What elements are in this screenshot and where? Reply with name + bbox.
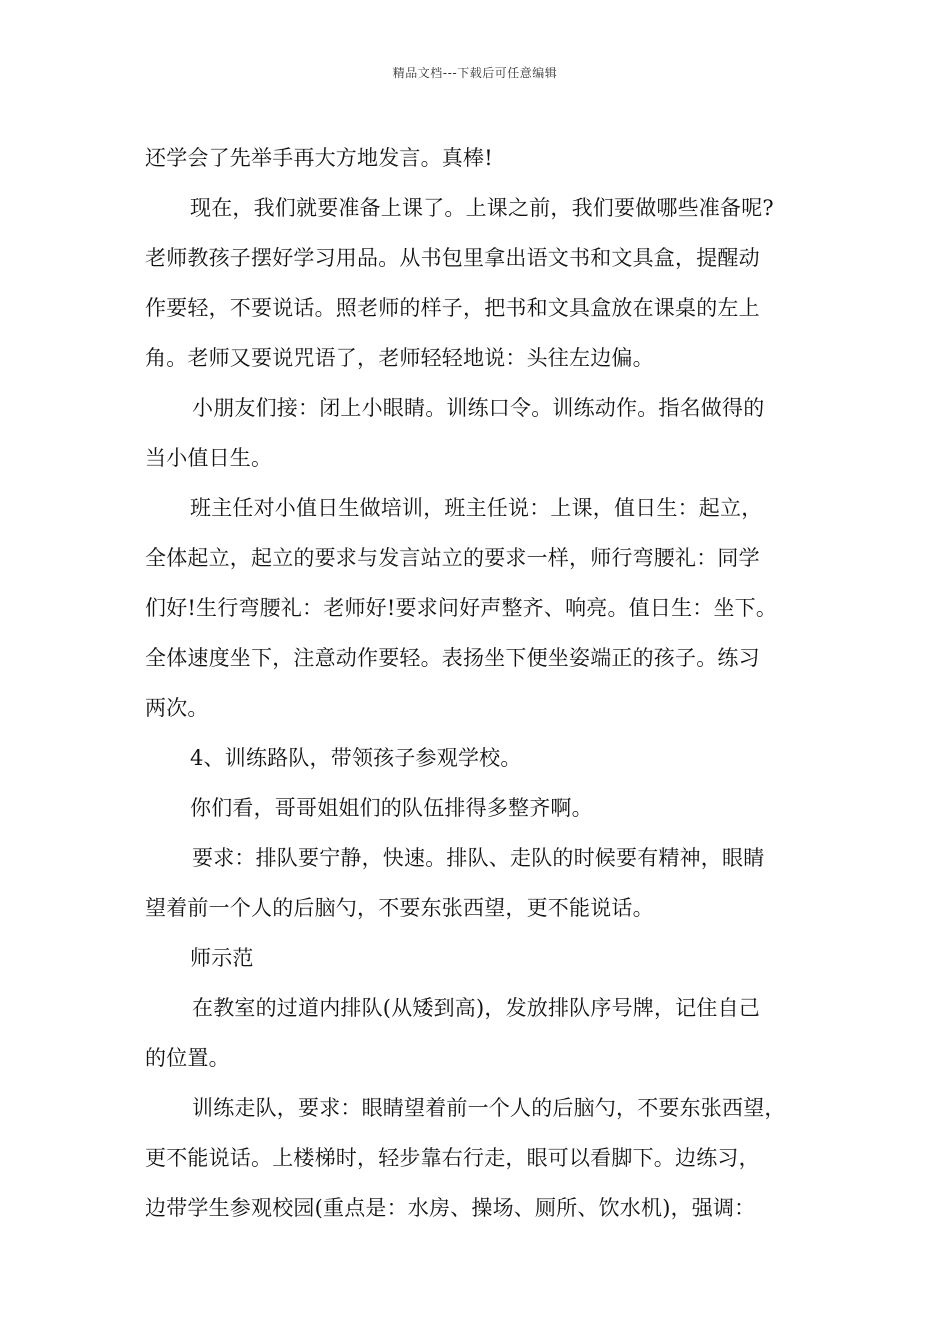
text-line: 更不能说话。上楼梯时，轻步靠右行走，眼可以看脚下。边练习，: [145, 1146, 760, 1170]
text-line: 要求：排队要宁静，快速。排队、走队的时候要有精神，眼睛: [192, 846, 765, 870]
text-line: 的位置。: [145, 1046, 230, 1070]
text-line: 老师教孩子摆好学习用品。从书包里拿出语文书和文具盒，提醒动: [145, 246, 760, 270]
text-line: 们好!生行弯腰礼：老师好!要求问好声整齐、响亮。值日生：坐下。: [145, 596, 778, 620]
text-line: 全体起立，起立的要求与发言站立的要求一样，师行弯腰礼：同学: [145, 546, 760, 570]
text-line: 在教室的过道内排队(从矮到高)，发放排队序号牌，记住自己: [192, 996, 760, 1020]
text-line: 你们看，哥哥姐姐们的队伍排得多整齐啊。: [190, 796, 593, 820]
text-line: 训练走队，要求：眼睛望着前一个人的后脑勺，不要东张西望，: [192, 1096, 786, 1120]
text-line: 4、训练路队，带领孩子参观学校。: [190, 746, 522, 770]
text-line: 全体速度坐下，注意动作要轻。表扬坐下便坐姿端正的孩子。练习: [145, 646, 760, 670]
text-line: 小朋友们接：闭上小眼睛。训练口令。训练动作。指名做得的: [192, 396, 765, 420]
text-line: 师示范: [190, 946, 254, 970]
text-line: 班主任对小值日生做培训，班主任说：上课，值日生：起立，: [190, 496, 763, 520]
text-line: 两次。: [145, 696, 209, 720]
text-line: 当小值日生。: [145, 446, 273, 470]
text-line: 现在，我们就要准备上课了。上课之前，我们要做哪些准备呢?: [190, 196, 774, 220]
text-line: 边带学生参观校园(重点是：水房、操场、厕所、饮水机)，强调：: [145, 1196, 756, 1220]
page-header: 精品文档---下载后可任意编辑: [392, 66, 558, 80]
document-body: [145, 133, 810, 1233]
text-line: 还学会了先举手再大方地发言。真棒!: [145, 146, 493, 170]
text-line: 角。老师又要说咒语了，老师轻轻地说：头往左边偏。: [145, 346, 654, 370]
text-line: 作要轻，不要说话。照老师的样子，把书和文具盒放在课桌的左上: [145, 296, 760, 320]
text-line: 望着前一个人的后脑勺，不要东张西望，更不能说话。: [145, 896, 654, 920]
